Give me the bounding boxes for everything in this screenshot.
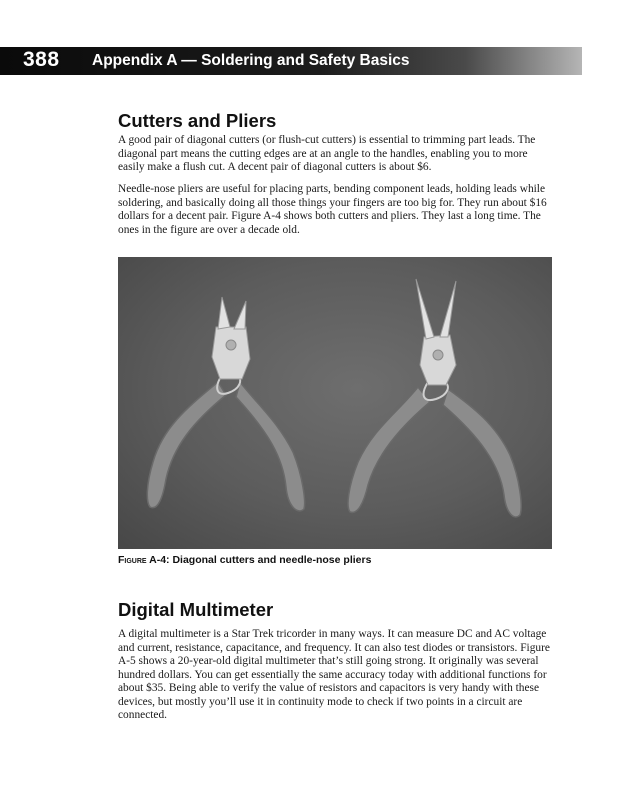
paragraph-needle-nose-pliers: Needle-nose pliers are useful for placing parts, bending component leads, holding leads while soldering, and basically doing all those things your fingers are too big for. They run about $16 dollars for a decent pair. Figure A-4 shows both cutters and pliers. They last a long time. The ones in the figure are over a decade old. bbox=[118, 183, 547, 236]
figure-caption bbox=[118, 554, 371, 566]
chapter-title: Appendix A — Soldering and Safety Basics bbox=[92, 52, 410, 69]
paragraph-diagonal-cutters: A good pair of diagonal cutters (or flush-cut cutters) is essential to trimming part leads. The diagonal part means the cutting edges are at an angle to the handles, enabling you to more easily make a flush cut. A decent pair of diagonal cutters is about $6. bbox=[118, 134, 536, 173]
page-number: 388 bbox=[23, 48, 60, 71]
figure-photo-cutters-and-pliers bbox=[118, 257, 552, 549]
figure-caption-text: Diagonal cutters and needle-nose pliers bbox=[172, 554, 372, 566]
diagonal-cutters-image bbox=[147, 297, 304, 511]
needle-nose-pliers-image bbox=[348, 279, 521, 517]
section-heading-digital-multimeter: Digital Multimeter bbox=[118, 599, 274, 620]
paragraph-digital-multimeter: A digital multimeter is a Star Trek tricorder in many ways. It can measure DC and AC voltage and current, resistance, capacitance, and frequency. It can also test diodes or transistors. Figure A-5 shows a 20-year-old digital multimeter that’s still going strong. It originally was several hundred dollars. You can get essentially the same accuracy today with additional functions for about $35. Being able to verify the value of resistors and capacitors is very handy with these devices, but mostly you’ll use it in continuity mode to check if two points in a circuit are connected. bbox=[118, 628, 550, 721]
section-heading-cutters-and-pliers: Cutters and Pliers bbox=[118, 110, 277, 131]
figure-label: Figure A-4: bbox=[118, 554, 170, 566]
